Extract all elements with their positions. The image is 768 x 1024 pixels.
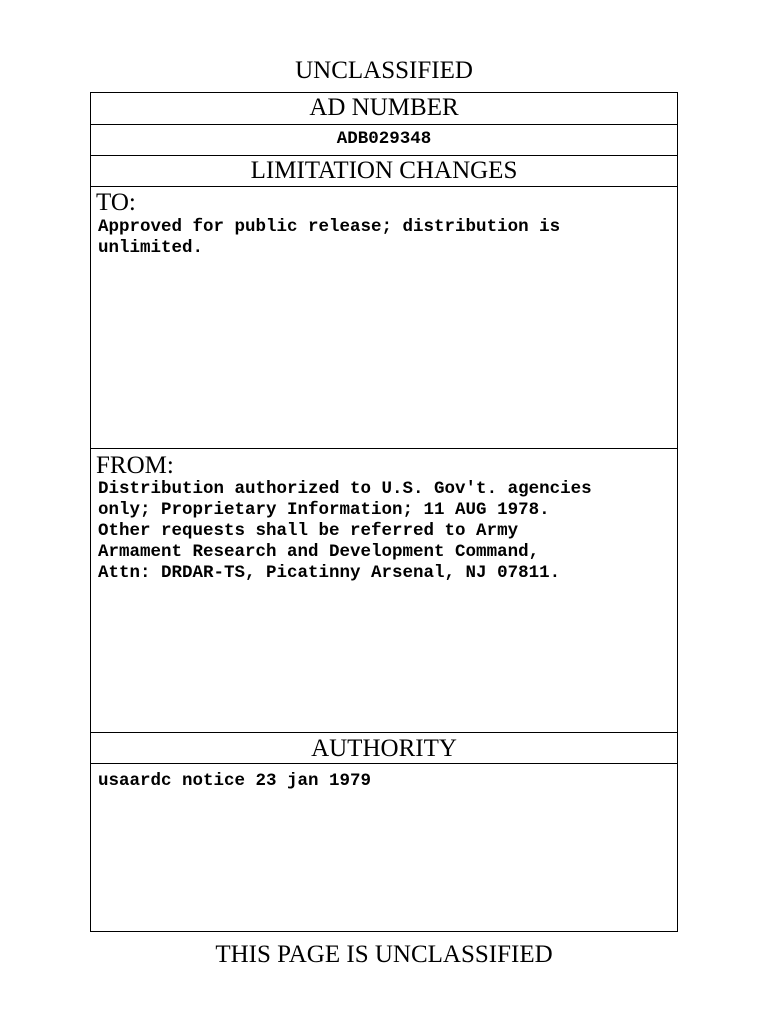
authority-label: AUTHORITY xyxy=(311,735,457,762)
to-label: TO: xyxy=(96,189,136,216)
authority-text: usaardc notice 23 jan 1979 xyxy=(98,771,372,791)
divider xyxy=(91,124,677,125)
bottom-classification-banner: THIS PAGE IS UNCLASSIFIED xyxy=(215,941,553,968)
limitation-change-form xyxy=(90,92,678,932)
from-text: Distribution authorized to U.S. Gov't. agencies only; Proprietary Information; 11 AUG 1978. Other requests shall be referred to Army Armament Research and Development Command, Attn: DRDAR-TS, Picatinny Arsenal, NJ 07811. xyxy=(98,479,592,583)
ad-number-label: AD NUMBER xyxy=(309,94,459,121)
from-label: FROM: xyxy=(96,452,174,479)
divider xyxy=(91,155,677,156)
ad-number-value: ADB029348 xyxy=(336,129,432,149)
divider xyxy=(91,732,677,733)
to-text: Approved for public release; distribution is unlimited. xyxy=(98,217,561,258)
top-classification-banner: UNCLASSIFIED xyxy=(295,57,473,84)
limitation-changes-label: LIMITATION CHANGES xyxy=(250,157,518,184)
divider xyxy=(91,186,677,187)
divider xyxy=(91,448,677,449)
divider xyxy=(91,763,677,764)
